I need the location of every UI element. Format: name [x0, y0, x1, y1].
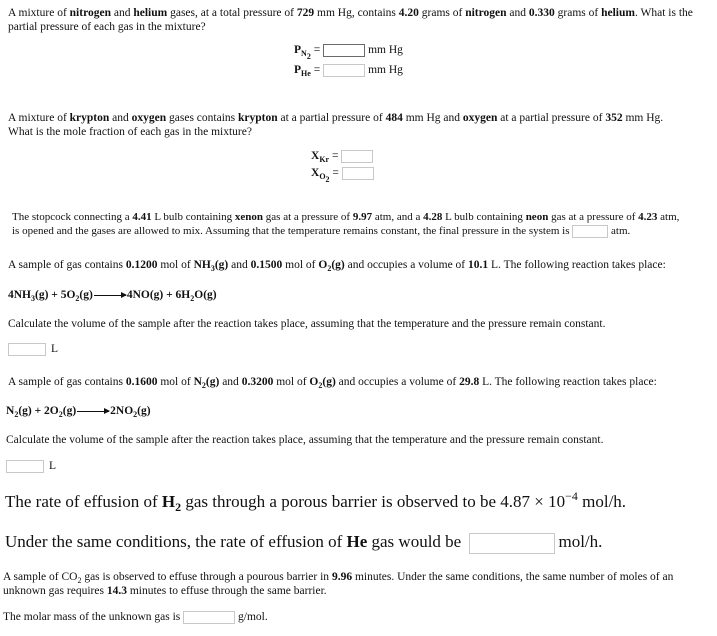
label-pn2: $P_{N_2}$	[294, 44, 311, 62]
unit-mmhg: mm Hg	[368, 44, 403, 57]
unit-atm: atm.	[611, 225, 631, 237]
unit-g-per-mol: g/mol.	[238, 611, 268, 624]
question-text: A sample of gas contains 0.1200 mol of $NH_3(g)$ and 0.1500 mol of $O_2(g)$ and occupies a volume of 10.1 L. The following reaction takes place:	[8, 259, 666, 273]
answer-row-q7: The molar mass of the unknown gas is g/mol.	[3, 611, 268, 624]
question-text: The stopcock connecting a 4.41 L bulb containing xenon gas at a pressure of 9.97 atm, and a 4.28 L bulb containing neon gas at a pressure of 4.23 atm, is opened and the gases are allowed to mix. Assuming that the temperature remains constant, the final pressure in the system is atm.	[12, 211, 680, 237]
answer-row-pn2: $P_{N_2}$ = mm Hg	[294, 44, 403, 62]
xkr-input[interactable]	[341, 150, 373, 163]
question-mole-fraction-kr-o2	[8, 111, 708, 139]
phe-input[interactable]	[323, 64, 365, 77]
question-nh3-reaction	[8, 258, 708, 272]
answer-row-q6: Under the same conditions, the rate of effusion of He gas would be mol/h.	[5, 532, 602, 554]
question-co2-effusion	[3, 570, 708, 598]
reaction-equation-n2: $N_2(g) + 2O_2(g)$ $2NO_2(g)$	[6, 405, 151, 419]
question-partial-pressure-n2-he	[8, 6, 708, 34]
question-stopcock	[12, 210, 708, 238]
question-text: A sample of $CO_2$ gas is observed to effuse through a pourous barrier in 9.96 minutes. Under the same conditions, the same number of moles of an unknown gas requires 14.3 minutes to effuse through the same barrier.	[3, 571, 674, 597]
unit-mmhg: mm Hg	[368, 64, 403, 77]
prompt-q4: Calculate the volume of the sample after the reaction takes place, assuming that the temperature and the pressure remain constant.	[8, 318, 606, 330]
he-rate-input[interactable]	[469, 533, 555, 554]
unit-mol-per-h: mol/h.	[558, 532, 603, 551]
molar-mass-input[interactable]	[183, 611, 235, 624]
volume-input-q4[interactable]	[8, 343, 46, 356]
label-phe: $P_{He}$	[294, 64, 311, 79]
volume-input-q5[interactable]	[6, 460, 44, 473]
final-pressure-input[interactable]	[572, 225, 608, 238]
label-xkr: $X_{Kr}$	[311, 150, 330, 165]
answer-row-q5	[6, 460, 56, 473]
question-text: A mixture of krypton and oxygen gases contains krypton at a partial pressure of 484 mm Hg and oxygen at a partial pressure of 352 mm Hg. What is the mole fraction of each gas in the mixture?	[8, 112, 664, 138]
question-effusion-h2: The rate of effusion of $H_2$ gas through a porous barrier is observed to be $4.87 \times 10^{-4}$ mol/h.	[5, 489, 627, 514]
label-xo2: $X_{O_2}$	[311, 167, 330, 185]
question-text: A sample of gas contains 0.1600 mol of $N_2(g)$ and 0.3200 mol of $O_2(g)$ and occupies a volume of 29.8 L. The following reaction takes place:	[8, 376, 657, 390]
reaction-arrow-icon	[77, 411, 109, 412]
answer-row-q4	[8, 343, 58, 356]
answer-row-xo2: $X_{O_2}$ =	[311, 167, 374, 180]
unit-liters: L	[49, 460, 57, 473]
unit-liters: L	[51, 343, 59, 356]
prompt-q5: Calculate the volume of the sample after the reaction takes place, assuming that the temperature and the pressure remain constant.	[6, 434, 604, 446]
reaction-equation-nh3: $4NH_3(g) + 5O_2(g) 4NO(g) + 6H_2O(g)$	[8, 289, 217, 303]
answer-row-phe: $P_{He}$ = mm Hg	[294, 64, 403, 79]
xo2-input[interactable]	[342, 167, 374, 180]
question-text: A mixture of nitrogen and helium gases, at a total pressure of 729 mm Hg, contains 4.20 grams of nitrogen and 0.330 grams of helium. What is the partial pressure of each gas in the mixture?	[8, 7, 693, 33]
answer-row-xkr: $X_{Kr}$ =	[311, 150, 373, 163]
pn2-input[interactable]	[323, 44, 365, 57]
question-n2-reaction	[8, 375, 708, 389]
reaction-arrow-icon	[94, 295, 126, 296]
